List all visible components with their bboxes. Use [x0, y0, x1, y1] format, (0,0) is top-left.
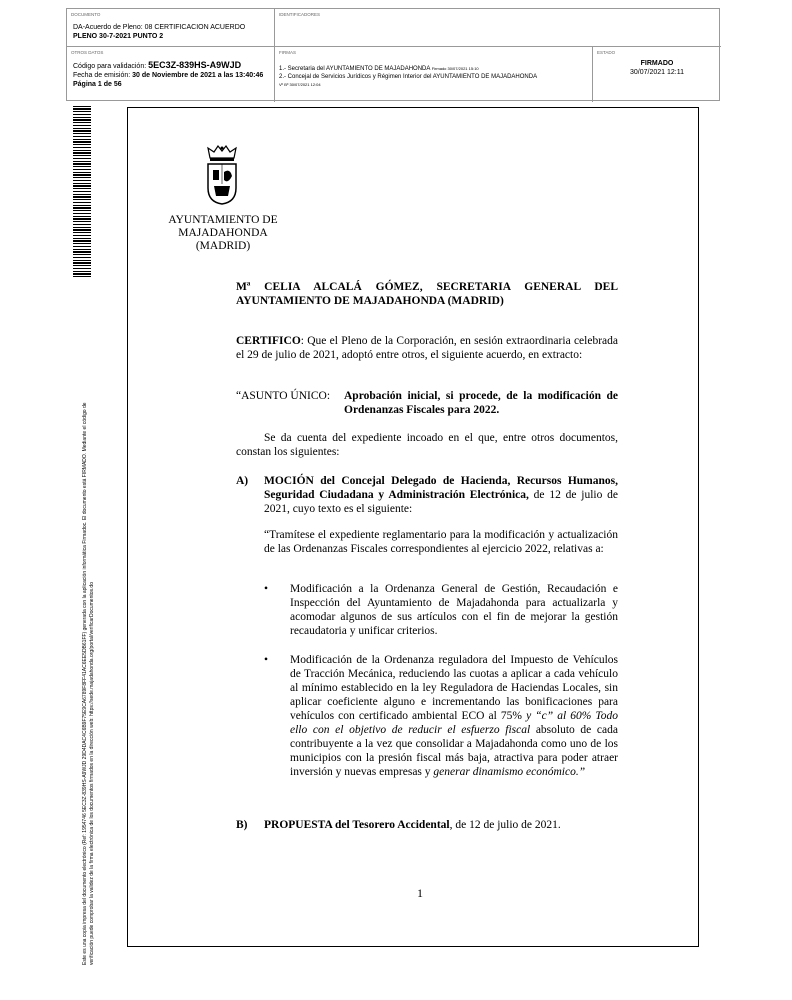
identificadores-cell [275, 9, 721, 47]
side-verification-line2: verificación puede comprobar la validez de la firma electrónica de los documentos firmados en la dirección web: https://sede.majadahonda.org/portal/verificarDocumentos.do [89, 582, 95, 965]
item-b-text [264, 818, 618, 832]
heading-line1: Mª CELIA ALCALÁ GÓMEZ, SECRETARIA GENERAL DEL [236, 281, 618, 293]
documento-label: DOCUMENTO [71, 12, 101, 17]
certifico-label: CERTIFICO [236, 335, 301, 347]
bullet-2-italic: y “c” al 60% Todo ello con el objetivo de reducir el esfuerzo fiscal [290, 710, 619, 736]
intro-paragraph: Se da cuenta del expediente incoado en el que, entre otros documentos, constan los siguientes: [236, 432, 618, 458]
letterhead-line3: (MADRID) [195, 240, 251, 252]
item-b-label: B) [236, 819, 248, 831]
firmas-label: FIRMAS [279, 50, 297, 55]
estado-value: FIRMADO [640, 60, 674, 67]
document-page [127, 107, 699, 947]
otros-datos-label: OTROS DATOS [71, 50, 104, 55]
identificadores-label: IDENTIFICADORES [279, 12, 321, 17]
page-title [236, 280, 618, 308]
heading-line2: AYUNTAMIENTO DE MAJADAHONDA (MADRID) [236, 295, 504, 307]
asunto-line2: Ordenanzas Fiscales para 2022. [344, 404, 500, 416]
fecha-value: 30 de Noviembre de 2021 a las 13:40:46 [132, 72, 264, 79]
otros-datos-cell [67, 47, 275, 102]
asunto-block [236, 389, 618, 417]
asunto-line1: Aprobación inicial, si procede, de la modificación de [344, 390, 618, 402]
fecha-label: Fecha de emisión: [73, 72, 131, 79]
certifico-paragraph [236, 334, 618, 362]
quote-paragraph: “Tramítese el expediente reglamentario para la modificación y actualización de las Ordenanzas Fiscales correspondientes al ejercicio 2022, relativas a: [264, 529, 618, 555]
documento-line1: DA-Acuerdo de Pleno: 08 CERTIFICACION ACUERDO [73, 24, 246, 31]
bullet-2-normal: Modificación de la Ordenanza reguladora del Impuesto de Vehículos de Tracción Mecánica, reduciendo las cuotas a aplicar a cada vehículo al mínimo establecido en la ley Reguladora de Haciendas Locales, sin aplicar coeficiente alguno e incrementando las bonificaciones para vehículos con certificado ambiental ECO al 75% [290, 654, 618, 722]
documento-line2: PLENO 30-7-2021 PUNTO 2 [73, 33, 164, 40]
bullet-1-marker: • [264, 583, 269, 595]
coat-of-arms-icon [204, 144, 240, 206]
document-header [66, 8, 720, 101]
letterhead-line2: MAJADAHONDA [178, 227, 268, 239]
codigo-label: Código para validación: [73, 63, 147, 70]
firmas-cell [275, 47, 593, 102]
estado-date: 30/07/2021 12:11 [630, 69, 684, 76]
codigo-value: 5EC3Z-839HS-A9WJD [148, 60, 242, 70]
bullet-2-italic2: generar dinamismo económico.” [433, 766, 586, 778]
estado-label: ESTADO [597, 50, 616, 55]
asunto-title [344, 389, 618, 417]
firma1: 1.- Secretaria del AYUNTAMIENTO DE MAJADAHONDA [279, 66, 431, 72]
item-a-label: A) [236, 475, 249, 487]
bullet-2-normal2: absoluto de cada contribuyente a la vez que consolidar a Majadahonda como uno de los municipios con la presión fiscal más baja, atractiva para poder atraer inversión y nuevas empresas y [290, 724, 618, 778]
letterhead [158, 214, 288, 253]
bullet-1-text: Modificación a la Ordenanza General de Gestión, Recaudación e Inspección del Ayuntamiento de Majadahonda para actualizarla y acomodar algunos de sus artículos con el fin de mejorar la gestión recaudatoria y unificar criterios. [290, 583, 618, 637]
certifico-text: : Que el Pleno de la Corporación, en sesión extraordinaria celebrada el 29 de julio de 2021, adoptó entre otros, el siguiente acuerdo, en extracto: [236, 335, 618, 361]
side-verification-line1: Este es una copia impresa del documento electrónico (Ref: 1954746 5EC3Z-839HS-A9WJD 29D4DAC4C6B9F75E9CA6789F8FF41AC6EE5DB61FF) generada con la aplicación informática Firmadoc. El documento está FIRMADO. Mediante el código de [82, 402, 88, 965]
pagina: Página 1 de 56 [73, 81, 122, 88]
documento-cell [67, 9, 275, 47]
firma2-date: Vº Bº 30/07/2021 12:04 [279, 82, 321, 87]
bullet-2-text [290, 653, 618, 779]
item-b-rest: , de 12 de julio de 2021. [449, 819, 561, 831]
firma2: 2.- Concejal de Servicios Jurídicos y Régimen Interior del AYUNTAMIENTO DE MAJADAHONDA [279, 74, 538, 80]
bullet-2-marker: • [264, 654, 269, 666]
item-b-bold: PROPUESTA del Tesorero Accidental [264, 819, 450, 831]
letterhead-line1: AYUNTAMIENTO DE [168, 214, 278, 226]
item-a-bold: MOCIÓN del Concejal Delegado de Hacienda, Recursos Humanos, Seguridad Ciudadana y Administración Electrónica, [264, 475, 618, 501]
item-a-text [264, 474, 618, 516]
barcode [73, 106, 91, 278]
asunto-label: “ASUNTO ÚNICO: [236, 390, 331, 402]
page-number: 1 [417, 886, 423, 900]
estado-cell [593, 47, 721, 102]
item-a-rest: de 12 de julio de 2021, cuyo texto es el siguiente: [264, 489, 618, 515]
firma1-date: Firmado 30/07/2021 15:10 [431, 66, 479, 71]
